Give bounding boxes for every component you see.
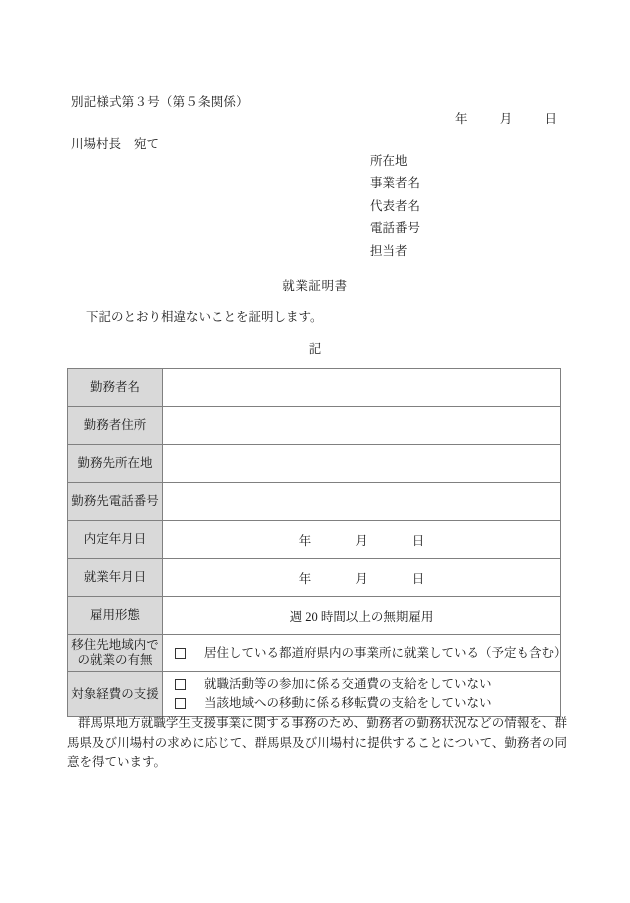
row-label-local-employment-line1: 移住先地域内で: [71, 638, 159, 652]
employment-date-month: 月: [355, 571, 368, 586]
row-value-worker-address[interactable]: [163, 407, 561, 445]
consent-note: 群馬県地方就職学生支援事業に関する事務のため、勤務者の勤務状況などの情報を、群馬県及び川場村の求めに応じて、群馬県及び川場村に提供することについて、勤務者の同意を得ています。: [67, 716, 567, 769]
row-value-employment-date[interactable]: [163, 559, 561, 597]
addressee-name: 川場村長: [71, 137, 122, 151]
checkbox-label: 居住している都道府県内の事業所に就業している（予定も含む）: [204, 645, 567, 660]
row-label-offer-date: 内定年月日: [68, 521, 163, 559]
row-value-workplace-address[interactable]: [163, 445, 561, 483]
certification-statement: 下記のとおり相違ないことを証明します。: [86, 310, 323, 324]
row-label-employment-type: 雇用形態: [68, 597, 163, 635]
row-label-worker-name: 勤務者名: [68, 369, 163, 407]
offer-date-day: 日: [411, 533, 425, 548]
row-label-employment-date: 就業年月日: [68, 559, 163, 597]
issuer-fields: [370, 150, 420, 262]
form-number: 別記様式第３号（第５条関係）: [71, 95, 249, 109]
checkbox-icon[interactable]: [175, 679, 186, 690]
table-row: [68, 521, 561, 559]
row-label-worker-address: 勤務者住所: [68, 407, 163, 445]
checkbox-label: 当該地域への移動に係る移転費の支給をしていない: [204, 696, 492, 710]
table-row: [68, 635, 561, 672]
offer-date-year: 年: [298, 533, 312, 548]
table-row: [68, 483, 561, 521]
date-year-label: 年: [455, 112, 468, 126]
checkbox-icon[interactable]: [175, 648, 186, 659]
date-line: [455, 109, 557, 127]
issuer-field-address: 所在地: [370, 154, 408, 168]
date-day-label: 日: [544, 112, 558, 126]
row-label-local-employment: [68, 635, 163, 672]
row-value-expense-support: [163, 672, 561, 717]
row-value-worker-name[interactable]: [163, 369, 561, 407]
checkbox-label: 就職活動等の参加に係る交通費の支給をしていない: [204, 677, 492, 691]
employment-details-table: [67, 368, 567, 717]
date-month-label: 月: [499, 112, 513, 126]
table-row: [68, 445, 561, 483]
table-row: [68, 597, 561, 635]
checkbox-icon[interactable]: [175, 698, 186, 709]
row-label-local-employment-line2: の就業の有無: [77, 653, 153, 667]
page-title: 就業証明書: [282, 279, 348, 293]
issuer-field-representative-name: 代表者名: [370, 198, 421, 213]
row-label-expense-support: 対象経費の支援: [68, 672, 163, 717]
addressee: [71, 134, 159, 152]
issuer-field-phone: 電話番号: [370, 221, 421, 236]
addressee-suffix: 宛て: [134, 137, 160, 151]
table-row: [68, 407, 561, 445]
table-row: [68, 672, 561, 717]
checkbox-row[interactable]: [169, 694, 554, 713]
row-value-offer-date[interactable]: [163, 521, 561, 559]
table-row: [68, 559, 561, 597]
checkbox-row[interactable]: [169, 644, 567, 663]
issuer-field-contact-person: 担当者: [370, 243, 408, 258]
offer-date-month: 月: [355, 533, 368, 548]
employment-date-year: 年: [298, 571, 312, 586]
issuer-field-business-name: 事業者名: [370, 176, 421, 191]
checkbox-row[interactable]: [169, 675, 554, 694]
table-row: [68, 369, 561, 407]
row-label-workplace-address: 勤務先所在地: [68, 445, 163, 483]
employment-date-day: 日: [411, 571, 425, 586]
row-value-local-employment: [163, 635, 567, 672]
row-label-workplace-phone: 勤務先電話番号: [68, 483, 163, 521]
ki-mark: 記: [308, 342, 322, 356]
row-value-workplace-phone[interactable]: [163, 483, 561, 521]
row-value-employment-type: 週 20 時間以上の無期雇用: [163, 597, 561, 635]
